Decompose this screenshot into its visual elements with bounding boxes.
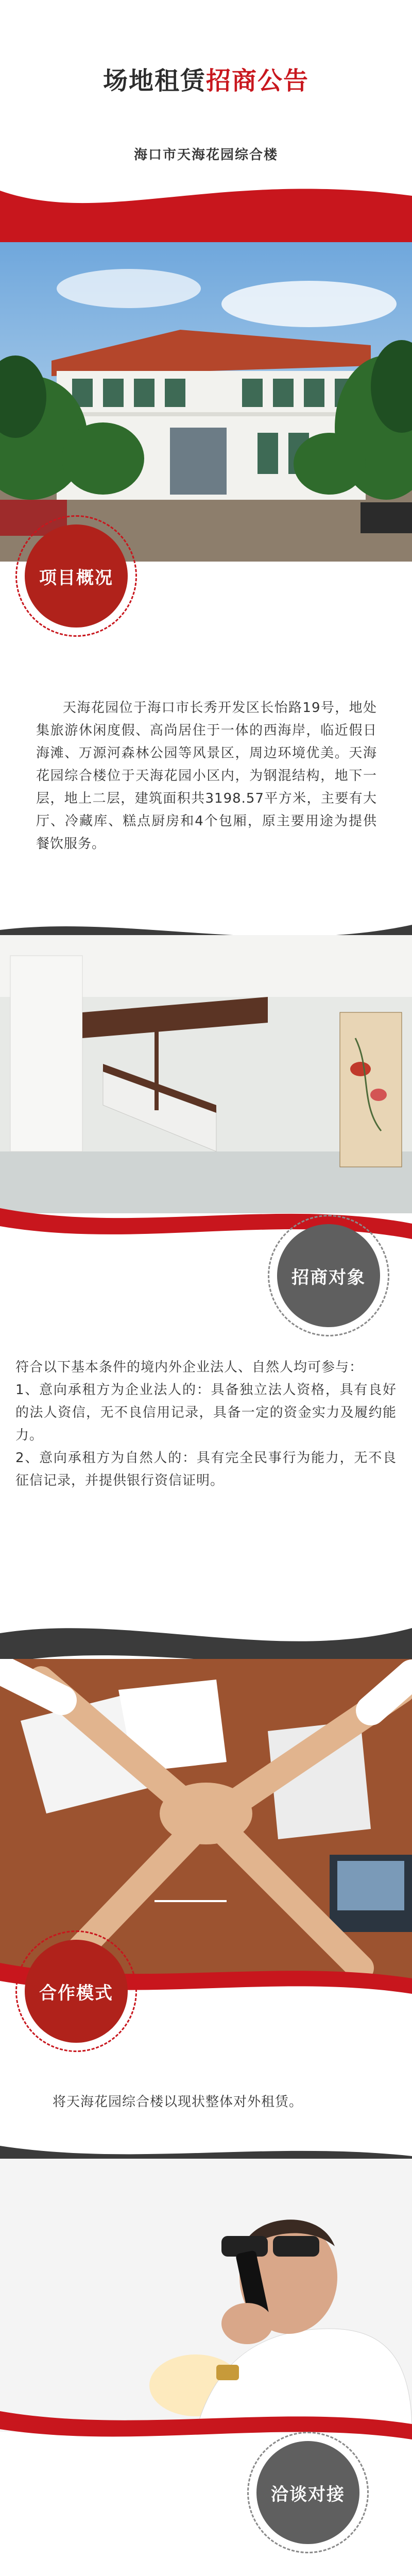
phone-call-photo: [0, 2159, 412, 2432]
page-subtitle: 海口市天海花园综合楼: [133, 147, 278, 163]
target-item-1: 1、意向承租方为企业法人的：具备独立法人资格，具有良好的法人资信，无不良信用记录，具备一定的资金实力及履约能力。: [15, 1382, 397, 1443]
overview-text: 天海花园位于海口市长秀开发区长怡路19号，地处集旅游休闲度假、高尚居住于一体的西海岸，临近假日海滩、万源河森林公园等风景区，周边环境优美。天海花园综合楼位于天海花园小区内，为钢混结构，地下一层，地上二层，建筑面积共3198.57平方米，主要有大厅、冷藏库、糕点厨房和4个包厢，原主要用途为提供餐饮服务。: [36, 700, 377, 852]
page-title: [0, 61, 412, 96]
section-negotiation-badge: [247, 2432, 369, 2553]
target-text-block: [15, 1356, 397, 1492]
building-photo: [0, 242, 412, 562]
section-cooperation-badge: [15, 1930, 137, 2052]
section-cooperation-heading: 合作模式: [25, 1940, 128, 2043]
section-overview-badge: [15, 515, 137, 637]
red-wave-decoration-4: [0, 2403, 412, 2445]
title-accent: 招商公告: [206, 66, 310, 95]
target-intro: 符合以下基本条件的境内外企业法人、自然人均可参与：: [15, 1360, 364, 1375]
interior-photo: [0, 935, 412, 1213]
cooperation-text: 将天海花园综合楼以现状整体对外租赁。: [53, 2094, 303, 2110]
section-target-heading: 招商对象: [277, 1224, 380, 1327]
section-overview-heading: 项目概况: [25, 524, 128, 628]
title-plain: 场地租赁: [102, 66, 206, 95]
section-negotiation-heading: 洽谈对接: [256, 2441, 359, 2544]
target-item-2: 2、意向承租方为自然人的：具有完全民事行为能力，无不良征信记录，并提供银行资信证明。: [15, 1450, 397, 1488]
section-target-badge: [268, 1215, 389, 1336]
teamwork-photo: [0, 1659, 412, 1978]
